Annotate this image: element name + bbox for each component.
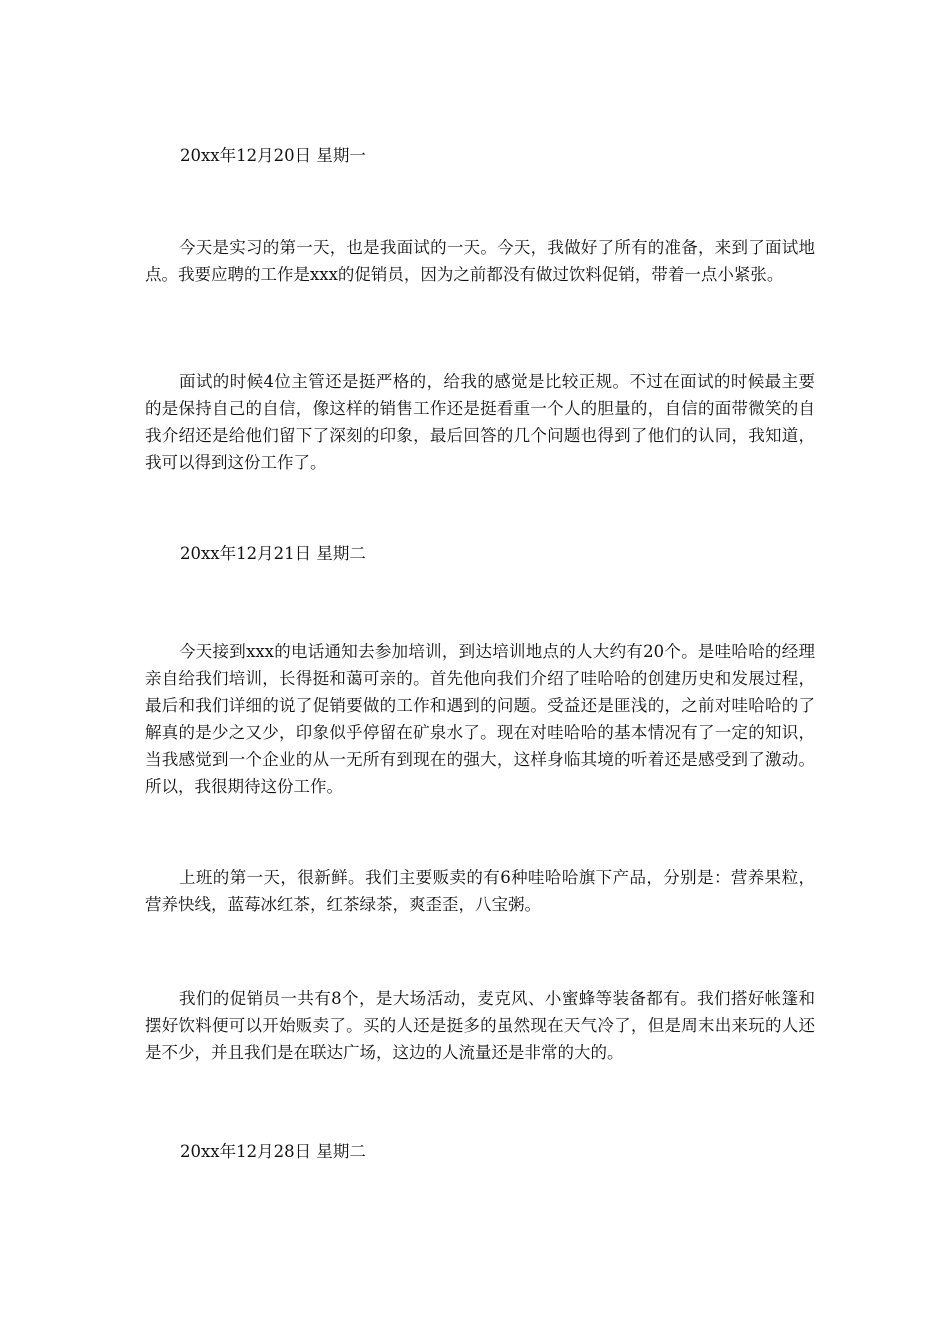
diary-paragraph-4: 上班的第一天，很新鲜。我们主要贩卖的有6种哇哈哈旗下产品，分别是：营养果粒，营养快线，蓝莓冰红茶，红茶绿茶，爽歪歪，八宝粥。 [145, 868, 815, 914]
diary-date-2: 20xx年12月21日 星期二 [180, 544, 366, 563]
diary-paragraph-5: 我们的促销员一共有8个，是大场活动，麦克风、小蜜蜂等装备都有。我们搭好帐篷和摆好饮料便可以开始贩卖了。买的人还是挺多的虽然现在天气冷了，但是周末出来玩的人还是不少，并且我们是在联达广场，这边的人流量还是非常的大的。 [145, 989, 815, 1062]
diary-date-3: 20xx年12月28日 星期二 [180, 1142, 366, 1161]
diary-paragraph-2: 面试的时候4位主管还是挺严格的，给我的感觉是比较正规。不过在面试的时候最主要的是保持自己的自信，像这样的销售工作还是挺看重一个人的胆量的，自信的面带微笑的自我介绍还是给他们留下了深刻的印象，最后回答的几个问题也得到了他们的认同，我知道，我可以得到这份工作了。 [145, 372, 815, 472]
diary-date-1: 20xx年12月20日 星期一 [180, 146, 366, 165]
diary-paragraph-1: 今天是实习的第一天，也是我面试的一天。今天，我做好了所有的准备，来到了面试地点。我要应聘的工作是xxx的促销员，因为之前都没有做过饮料促销，带着一点小紧张。 [145, 238, 815, 284]
diary-paragraph-3: 今天接到xxx的电话通知去参加培训，到达培训地点的人大约有20个。是哇哈哈的经理亲自给我们培训，长得挺和蔼可亲的。首先他向我们介绍了哇哈哈的创建历史和发展过程，最后和我们详细的说了促销要做的工作和遇到的问题。受益还是匪浅的，之前对哇哈哈的了解真的是少之又少，印象似乎停留在矿泉水了。现在对哇哈哈的基本情况有了一定的知识，当我感觉到一个企业的从一无所有到现在的强大，这样身临其境的听着还是感受到了激动。所以，我很期待这份工作。 [145, 642, 815, 796]
